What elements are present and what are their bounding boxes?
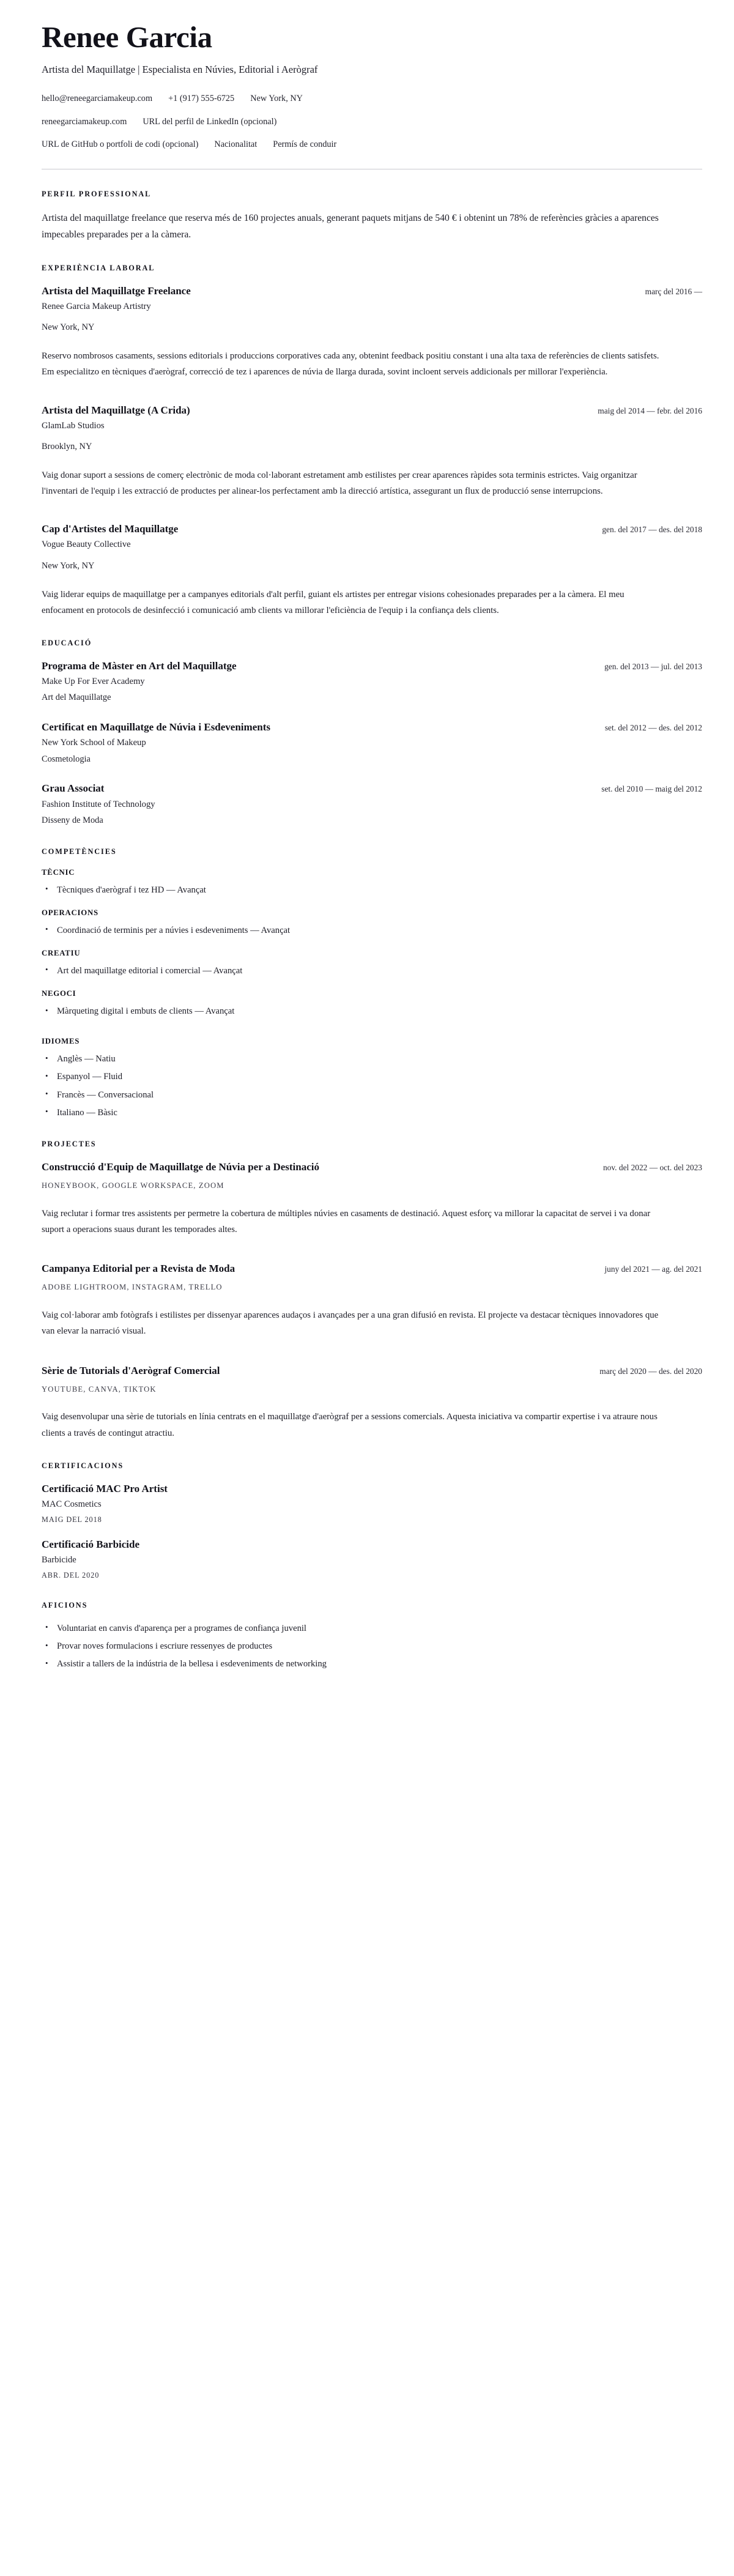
- skill-group: [42, 989, 702, 1018]
- skill-category: OPERACIONS: [42, 908, 98, 917]
- project-description: Vaig reclutar i formar tres assistents per permetre la cobertura de múltiples núvies en casaments de destinació. Aquest esforç va millorar la capacitat de servei i va donar suport a operacions suaus durant les temporades altes.: [42, 1208, 651, 1234]
- skill-list: [42, 964, 702, 978]
- language-item: • Francès — Conversacional: [42, 1088, 702, 1102]
- project-description: Vaig col·laborar amb fotògrafs i estilistes per dissenyar aparences audaços i avançades per a una gran difusió en revista. El projecte va destacar tècniques innovadores que van elevar la narració visual.: [42, 1310, 659, 1337]
- section-summary: [42, 190, 702, 243]
- skill-item: • Coordinació de terminis per a núvies i esdeveniments — Avançat: [42, 924, 702, 937]
- skill-category: CREATIU: [42, 948, 81, 957]
- education-entry-head: [42, 721, 702, 734]
- section-title-certifications: CERTIFICACIONS: [42, 1461, 124, 1471]
- education-entry-head: [42, 782, 702, 795]
- project-entry: [42, 1364, 702, 1441]
- experience-entry: [42, 284, 702, 380]
- project-entry-head: [42, 1262, 702, 1275]
- education-entry-head: [42, 659, 702, 673]
- certification-issuer: MAC Cosmetics: [42, 1499, 102, 1510]
- project-stack: HONEYBOOK, GOOGLE WORKSPACE, ZOOM: [42, 1181, 224, 1190]
- experience-description: Reservo nombrosos casaments, sessions editorials i produccions corporatives cada any, obtenint feedback positiu constant i una alta taxa de referències de clients satisfets. Em especialitzo en tècniques d'aerògraf, correcció de tez i aparences de núvia de llarga durada, sovint incloent serveis addicionals per millorar l'experiència.: [42, 351, 659, 377]
- project-date: març del 2020 — des. del 2020: [599, 1366, 702, 1376]
- certification-date: ABR. DEL 2020: [42, 1570, 100, 1579]
- resume-header: [42, 22, 702, 169]
- education-school: Make Up For Ever Academy: [42, 677, 145, 687]
- project-name: Campanya Editorial per a Revista de Moda: [42, 1263, 235, 1275]
- project-date: juny del 2021 — ag. del 2021: [604, 1264, 702, 1274]
- skill-group: [42, 868, 702, 897]
- project-stack: YOUTUBE, CANVA, TIKTOK: [42, 1384, 157, 1394]
- education-field: Cosmetologia: [42, 754, 91, 764]
- project-entry-head: [42, 1160, 702, 1174]
- project-entry: [42, 1160, 702, 1238]
- section-projects: [42, 1140, 702, 1441]
- experience-location: New York, NY: [42, 322, 95, 333]
- skill-group: [42, 949, 702, 978]
- skill-category: TÈCNIC: [42, 867, 75, 877]
- certification-entry: [42, 1482, 702, 1525]
- contact-row-extra: [42, 138, 702, 151]
- skill-item: • Art del maquillatge editorial i comercial — Avançat: [42, 964, 702, 978]
- candidate-headline: Artista del Maquillatge | Especialista en Núvies, Editorial i Aerògraf: [42, 63, 318, 75]
- experience-entry: [42, 522, 702, 618]
- certification-date: MAIG DEL 2018: [42, 1515, 102, 1524]
- education-degree: Certificat en Maquillatge de Núvia i Esdeveniments: [42, 721, 270, 733]
- project-description: Vaig desenvolupar una sèrie de tutorials en línia centrats en el maquillatge d'aerògraf per a sessions comercials. Aquesta iniciativa va compartir expertise i va atraure nous clients a través de contingut atractiu.: [42, 1412, 658, 1438]
- section-title-projects: PROJECTES: [42, 1139, 97, 1148]
- experience-entry-head: [42, 522, 702, 536]
- education-degree: Programa de Màster en Art del Maquillatge: [42, 660, 237, 672]
- skill-list: [42, 883, 702, 897]
- experience-description: Vaig donar suport a sessions de comerç electrònic de moda col·laborant estretament amb estilistes per crear aparences ràpides sota terminis estrictes. Vaig organitzar l'inventari de l'equip i les extracció de productes per alinear-los perfectament amb la direcció artística, assegurant un flux de producció sense interrupcions.: [42, 470, 637, 497]
- section-title-skills: COMPETÈNCIES: [42, 847, 117, 856]
- section-title-experience: EXPERIÈNCIA LABORAL: [42, 263, 155, 272]
- skill-group: [42, 908, 702, 937]
- education-entry: [42, 782, 702, 826]
- education-date: gen. del 2013 — jul. del 2013: [604, 662, 702, 672]
- contact-linkedin[interactable]: URL del perfil de LinkedIn (opcional): [143, 116, 277, 127]
- experience-entry: [42, 404, 702, 500]
- experience-location: New York, NY: [42, 560, 95, 571]
- languages-block: [42, 1037, 702, 1119]
- skill-item: • Màrqueting digital i embuts de clients — Avançat: [42, 1004, 702, 1018]
- project-date: nov. del 2022 — oct. del 2023: [602, 1162, 702, 1172]
- education-date: set. del 2010 — maig del 2012: [601, 784, 702, 794]
- education-date: set. del 2012 — des. del 2012: [604, 723, 702, 733]
- language-item: • Espanyol — Fluid: [42, 1070, 702, 1083]
- section-certifications: [42, 1461, 702, 1581]
- contact-github[interactable]: URL de GitHub o portfoli de codi (opcional): [42, 139, 199, 150]
- section-title-hobbies: AFICIONS: [42, 1600, 88, 1609]
- section-experience: [42, 264, 702, 618]
- skill-category: NEGOCI: [42, 989, 76, 998]
- contact-driving-licence: Permís de conduir: [273, 139, 337, 150]
- experience-date: maig del 2014 — febr. del 2016: [598, 406, 702, 415]
- experience-role: Artista del Maquillatge (A Crida): [42, 404, 190, 416]
- certification-name: Certificació Barbicide: [42, 1538, 140, 1550]
- skill-item: • Tècniques d'aerògraf i tez HD — Avançat: [42, 883, 702, 897]
- education-school: Fashion Institute of Technology: [42, 799, 155, 809]
- hobby-item: • Voluntariat en canvis d'aparença per a programes de confiança juvenil: [42, 1622, 702, 1635]
- experience-role: Artista del Maquillatge Freelance: [42, 284, 191, 297]
- section-education: [42, 639, 702, 826]
- experience-entry-head: [42, 404, 702, 417]
- section-skills: [42, 847, 702, 1119]
- hobby-item: • Assistir a tallers de la indústria de la bellesa i esdeveniments de networking: [42, 1657, 702, 1671]
- contact-row-primary: [42, 92, 702, 105]
- education-field: Art del Maquillatge: [42, 692, 111, 703]
- experience-entry-head: [42, 284, 702, 298]
- experience-company: GlamLab Studios: [42, 420, 105, 431]
- summary-text: Artista del maquillatge freelance que reserva més de 160 projectes anuals, generant paquets mitjans de 540 € i obtenint un 78% de referències gràcies a aparences impecables preparades per a la càmera.: [42, 213, 659, 240]
- experience-location: Brooklyn, NY: [42, 441, 92, 451]
- hobby-list: [42, 1622, 702, 1671]
- section-title-summary: PERFIL PROFESSIONAL: [42, 190, 152, 199]
- skill-list: [42, 1004, 702, 1018]
- language-item: • Anglès — Natiu: [42, 1052, 702, 1066]
- education-school: New York School of Makeup: [42, 738, 146, 748]
- section-hobbies: [42, 1601, 702, 1671]
- contact-row-web: [42, 116, 702, 128]
- experience-company: Renee Garcia Makeup Artistry: [42, 301, 151, 311]
- education-field: Disseny de Moda: [42, 815, 103, 825]
- project-entry-head: [42, 1364, 702, 1378]
- language-list: [42, 1052, 702, 1119]
- project-name: Sèrie de Tutorials d'Aerògraf Comercial: [42, 1364, 220, 1376]
- contact-website[interactable]: reneegarciamakeup.com: [42, 116, 127, 127]
- certification-entry: [42, 1538, 702, 1581]
- languages-heading: IDIOMES: [42, 1037, 80, 1046]
- experience-description: Vaig liderar equips de maquillatge per a campanyes editorials d'alt perfil, guiant els artistes per entregar visions cohesionades preparades per a la càmera. El meu enfocament en protocols de desinfecció i comunicació amb clients va millorar l'eficiència de l'equip i la confiança dels clients.: [42, 589, 625, 615]
- experience-role: Cap d'Artistes del Maquillatge: [42, 523, 179, 535]
- project-name: Construcció d'Equip de Maquillatge de Núvia per a Destinació: [42, 1160, 319, 1173]
- certification-name: Certificació MAC Pro Artist: [42, 1483, 168, 1495]
- skill-list: [42, 924, 702, 937]
- project-entry: [42, 1262, 702, 1339]
- education-entry: [42, 721, 702, 765]
- hobby-item: • Provar noves formulacions i escriure ressenyes de productes: [42, 1639, 702, 1653]
- project-stack: ADOBE LIGHTROOM, INSTAGRAM, TRELLO: [42, 1283, 223, 1292]
- contact-location: New York, NY: [250, 94, 303, 104]
- candidate-name: Renee Garcia: [42, 20, 212, 54]
- education-degree: Grau Associat: [42, 782, 105, 795]
- education-entry: [42, 659, 702, 704]
- experience-date: març del 2016 —: [645, 286, 702, 296]
- contact-email[interactable]: hello@reneegarciamakeup.com: [42, 94, 153, 104]
- section-title-education: EDUCACIÓ: [42, 639, 92, 648]
- experience-company: Vogue Beauty Collective: [42, 540, 131, 550]
- certification-issuer: Barbicide: [42, 1554, 76, 1565]
- contact-nationality: Nacionalitat: [214, 139, 258, 150]
- contact-phone[interactable]: +1 (917) 555-6725: [168, 94, 235, 104]
- experience-date: gen. del 2017 — des. del 2018: [602, 525, 702, 535]
- language-item: • Italiano — Bàsic: [42, 1106, 702, 1119]
